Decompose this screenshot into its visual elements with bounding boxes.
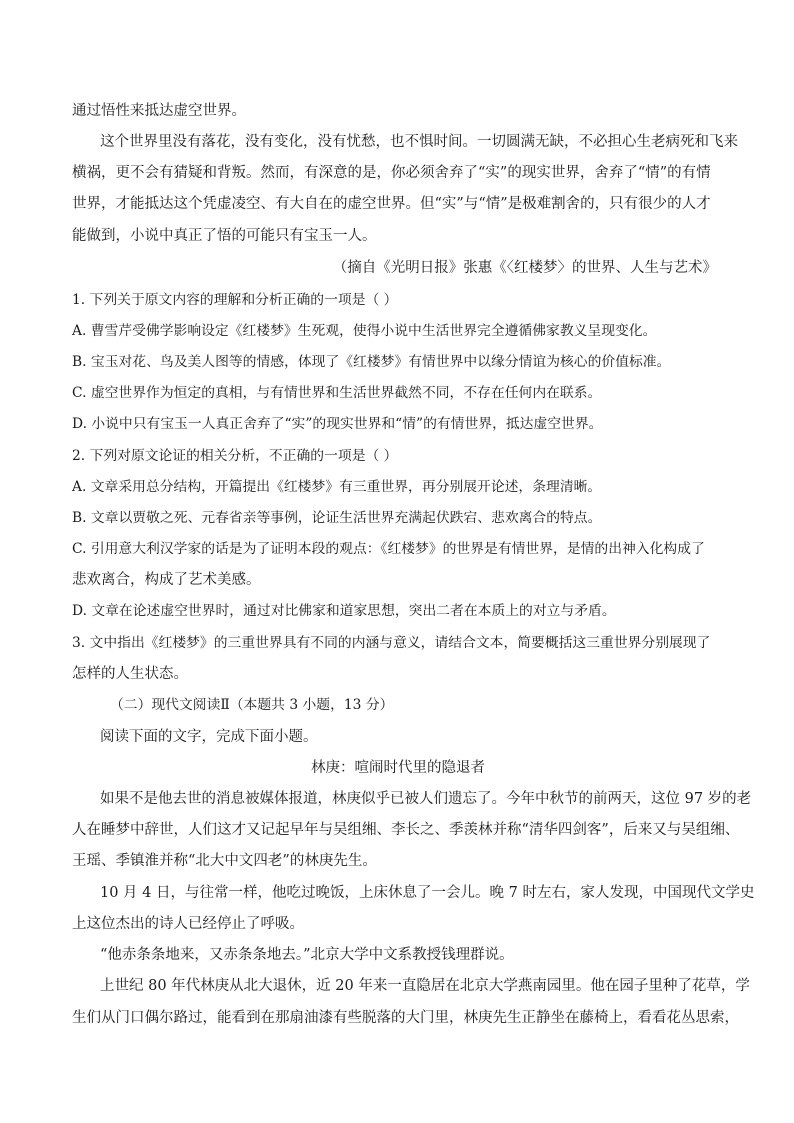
passage-line: 横祸，更不会有猜疑和背叛。然而，有深意的是，你必须舍弃了“实”的现实世界，舍弃了“情”的有情	[72, 165, 711, 181]
question-2-option-c-continued: 悲欢离合，构成了艺术美感。	[72, 572, 261, 588]
question-1-option-a: A. 曹雪芹受佛学影响设定《红楼梦》生死观，使得小说中生活世界完全遵循佛家教义呈现变化。	[72, 323, 657, 339]
article-line: 王瑶、季镇淮并称“北大中文四老”的林庚先生。	[72, 853, 377, 869]
article-line: 生们从门口偶尔路过，能看到在那扇油漆有些脱落的大门里，林庚先生正静坐在藤椅上，看看花丛思索，	[72, 1010, 739, 1026]
article-line: 人在睡梦中辞世，人们这才又记起早年与吴组缃、李长之、季羡林并称“清华四剑客”，后来又与吴组缃、	[72, 822, 740, 838]
article-line: 上这位杰出的诗人已经停止了呼吸。	[72, 916, 304, 932]
article-line: 10 月 4 日，与往常一样，他吃过晚饭，上床休息了一会儿。晚 7 时左右，家人发现，中国现代文学史	[100, 885, 755, 901]
section-heading: （二）现代文阅读Ⅱ（本题共 3 小题，13 分）	[110, 697, 394, 713]
question-3-stem-continued: 怎样的人生状态。	[72, 666, 188, 682]
question-2-option-b: B. 文章以贾敬之死、元春省亲等事例，论证生活世界充满起伏跌宕、悲欢离合的特点。	[72, 510, 602, 526]
passage-line: 这个世界里没有落花，没有变化，没有忧愁，也不惧时间。一切圆满无缺，不必担心生老病死和飞来	[100, 134, 738, 150]
question-1-option-b: B. 宝玉对花、鸟及美人图等的情感，体现了《红楼梦》有情世界中以缘分情谊为核心的价值标准。	[72, 354, 671, 370]
reading-instruction: 阅读下面的文字，完成下面小题。	[100, 729, 318, 745]
question-2-option-d: D. 文章在论述虚空世界时，通过对比佛家和道家思想，突出二者在本质上的对立与矛盾。	[72, 603, 616, 619]
article-line: 如果不是他去世的消息被媒体报道，林庚似乎已被人们遗忘了。今年中秋节的前两天，这位 97 岁的老	[100, 791, 752, 807]
article-title: 林庚：喧闹时代里的隐退者	[311, 760, 485, 776]
passage-line: 能做到，小说中真正了悟的可能只有宝玉一人。	[72, 228, 377, 244]
article-line: “他赤条条地来，又赤条条地去。”北京大学中文系教授钱理群说。	[100, 947, 514, 963]
passage-line: 通过悟性来抵达虚空世界。	[72, 103, 246, 119]
question-2-option-c: C. 引用意大利汉学家的话是为了证明本段的观点：《红楼梦》的世界是有情世界，是情的出神入化构成了	[72, 541, 705, 557]
passage-line: 世界，才能抵达这个凭虚凌空、有大自在的虚空世界。但“实”与“情”是极难割舍的，只有很少的人才	[72, 196, 711, 212]
article-line: 上世纪 80 年代林庚从北大退休，近 20 年来一直隐居在北京大学燕南园里。他在园子里种了花草，学	[100, 978, 750, 994]
source-citation: （摘自《光明日报》张惠《〈红楼梦〉的世界、人生与艺术》	[332, 260, 717, 276]
question-1-option-d: D. 小说中只有宝玉一人真正舍弃了“实”的现实世界和“情”的有情世界，抵达虚空世界。	[72, 416, 603, 432]
question-2-option-a: A. 文章采用总分结构，开篇提出《红楼梦》有三重世界，再分别展开论述，条理清晰。	[72, 479, 602, 495]
question-2-stem: 2. 下列对原文论证的相关分析，不正确的一项是（ ）	[72, 448, 398, 464]
question-3-stem: 3. 文中指出《红楼梦》的三重世界具有不同的内涵与意义，请结合文本，简要概括这三重世界分别展现了	[72, 635, 711, 651]
question-1-option-c: C. 虚空世界作为恒定的真相，与有情世界和生活世界截然不同，不存在任何内在联系。	[72, 385, 602, 401]
question-1-stem: 1. 下列关于原文内容的理解和分析正确的一项是（ ）	[72, 292, 398, 308]
